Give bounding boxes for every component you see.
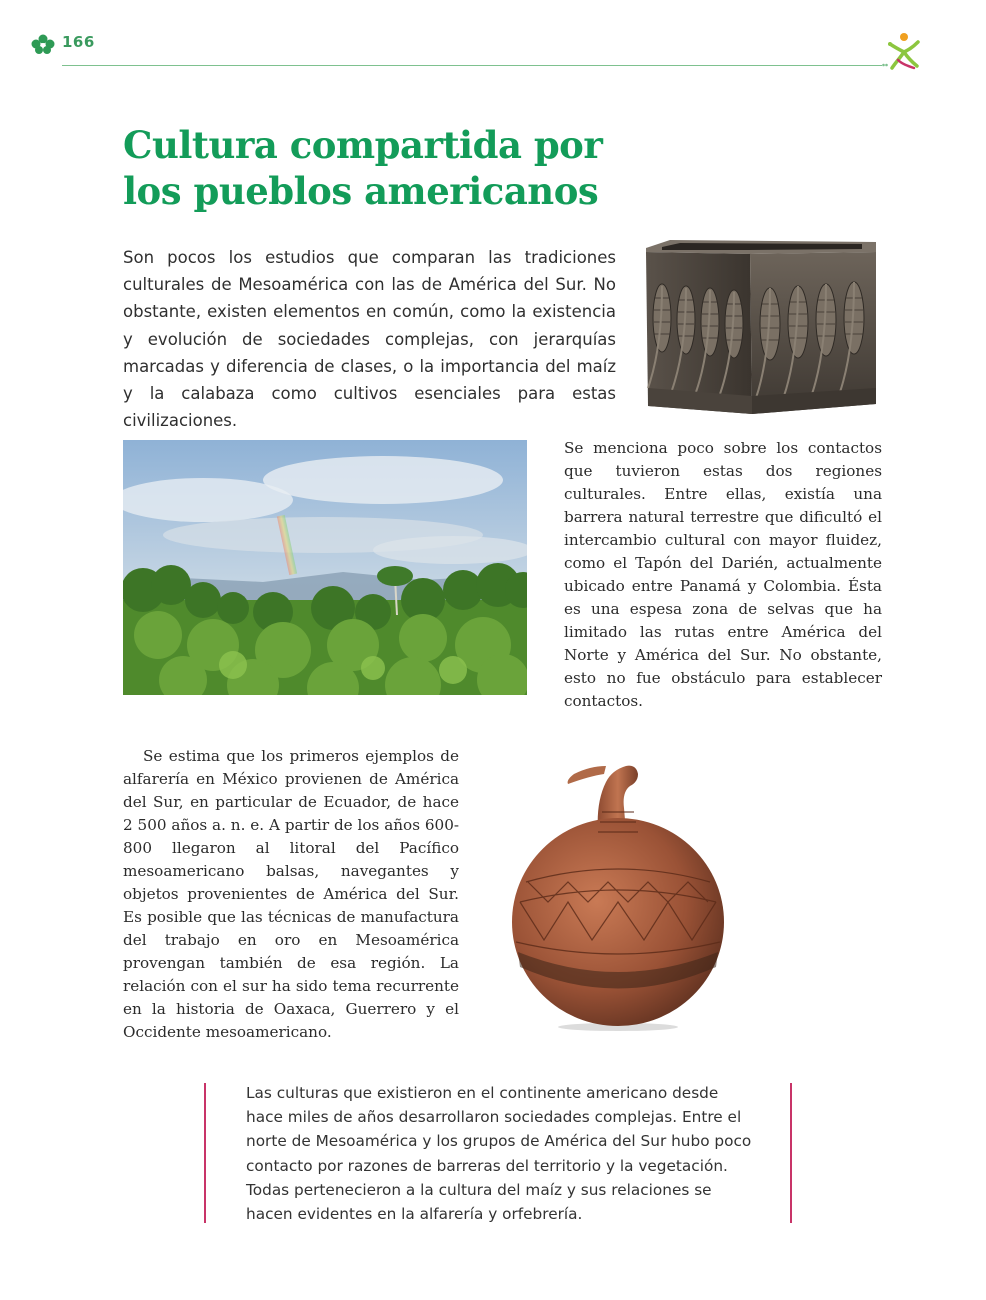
rainforest-landscape-image — [123, 440, 527, 695]
page-title — [123, 122, 683, 214]
summary-right-bar — [790, 1083, 792, 1223]
title-line-2: los pueblos americanos — [123, 169, 599, 213]
summary-paragraph: Las culturas que existieron en el continente americano desde hace miles de años desarrollaron sociedades complejas. Entre el norte de Mesoamérica y los grupos de América del Sur hubo poco contacto por razones de barreras del territorio y la vegetación. Todas pertenecieron a la cultura del maíz y sus relaciones se hacen evidentes en la alfarería y orfebrería. — [246, 1084, 752, 1224]
header-rule — [62, 65, 882, 66]
page-number: 166 — [62, 33, 95, 51]
title-line-1: Cultura compartida por — [123, 123, 603, 167]
summary-left-bar — [204, 1083, 206, 1223]
contacts-paragraph: Se menciona poco sobre los contactos que tuvieron estas dos regiones culturales. Entre ellas, existía una barrera natural terrestre que dificultó el intercambio cultural con mayor fluidez, como el Tapón del Darién, actualmente ubicado entre Panamá y Colombia. Ésta es una espesa zona de selvas que ha limitado las rutas entre América del Norte y América del Sur. No obstante, esto no fue obstáculo para establecer contactos. — [564, 439, 882, 710]
carved-stone-box-image — [640, 238, 880, 416]
green-cluster-icon — [30, 33, 56, 55]
ceramic-vessel-image — [508, 752, 728, 1032]
intro-paragraph: Son pocos los estudios que comparan las tradiciones culturales de Mesoamérica con las de América del Sur. No obstante, existen elementos en común, como la existencia y evolución de sociedades complejas, con jerarquías marcadas y diferencia de clases, o la importancia del maíz y la calabaza como cultivos esenciales para estas civilizaciones. — [123, 248, 616, 431]
dancing-figure-icon — [884, 30, 924, 72]
pottery-paragraph: Se estima que los primeros ejemplos de alfarería en México provienen de América del Sur, en particular de Ecuador, de hace 2 500 años a. n. e. A partir de los años 600-800 llegaron al litoral del Pacífico mesoamericano balsas, navegantes y objetos provenientes de América del Sur. Es posible que las técnicas de manufactura del trabajo en oro en Mesoamérica provengan también de esa región. La relación con el sur ha sido tema recurrente en la historia de Oaxaca, Guerrero y el Occidente mesoamericano. — [123, 747, 459, 1041]
